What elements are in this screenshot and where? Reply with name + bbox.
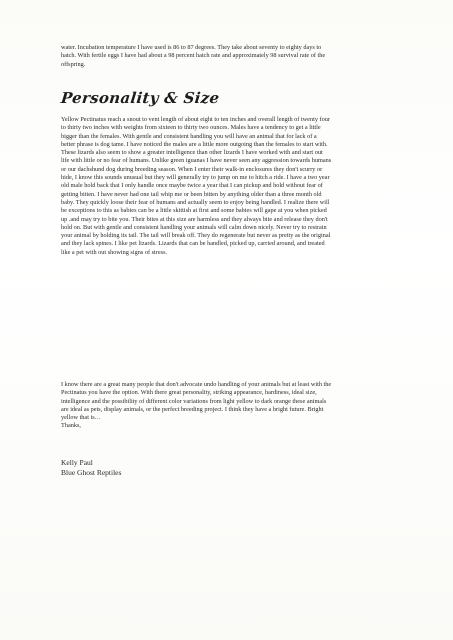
body-paragraph: Yellow Pectinatus reach a snout to vent length of about eight to ten inches and overall length of twenty four to thirty two inches with weights from sixteen to thirty two ounces. Males have a tendency to get a little bigger than the females. With gentle and consistent handling you will have an animal that for lack of a better phrase is dog tame. I have noticed the males are a little more outgoing than the females to start with. These lizards also seem to show a greater intelligence than other lizards I have worked with and start out life with little or no fear of humans. Unlike green iguanas I have never seen any aggression towards humans or our dachshund dog during breeding season. When I enter their walk-in enclosures they don't scurry or hide, I know this sounds unusual but they will generally try to jump on me to hitch a ride. I have a two year old male hold back that I only handle once maybe twice a year that I can pickup and hold without fear of getting bitten. I have never had one tail whip me or been bitten by anything older than a three month old baby. They quickly loose their fear of humans and actually seem to enjoy being handled. I realize there will be exceptions to this as babies can be a little skittish at first and some babies will gape at you when picked up .and may try to bite you. Their bites at this size are harmless and they always bite and release they don't hold on. But with gentle and consistent handling your animals will calm down nicely. Never try to restrain your animal by holding its tail. The tail will break off. They do regenerate but never as pretty as the original and they lack spines. I like pet lizards. Lizards that can be handled, picked up, carried around, and treated like a pet with out showing signs of stress. (61, 116, 332, 256)
signature-name: Kelly Paul (61, 458, 93, 467)
section-heading: Personality & Size (60, 89, 221, 107)
intro-paragraph: water. Incubation temperature I have used is 86 to 87 degrees. They take about seventy to eighty days to hatch. With fertile eggs I have had about a 98 percent hatch rate and approximately 98 survival rate of the offspring. (61, 44, 326, 68)
signature-company: Blue Ghost Reptiles (61, 468, 122, 477)
closing-paragraph: I know there are a great many people that don't advocate undo handling of your animals but at least with the Pectinatus you have the option. With there great personality, striking appearance, hardiness, ideal size, intelligence and the possibility of different color variations from light yellow to dark orange these animals are ideal as pets, display animals, or the perfect breeding project. I think they have a bright future. Bright yellow that is… Thanks, (61, 381, 332, 430)
